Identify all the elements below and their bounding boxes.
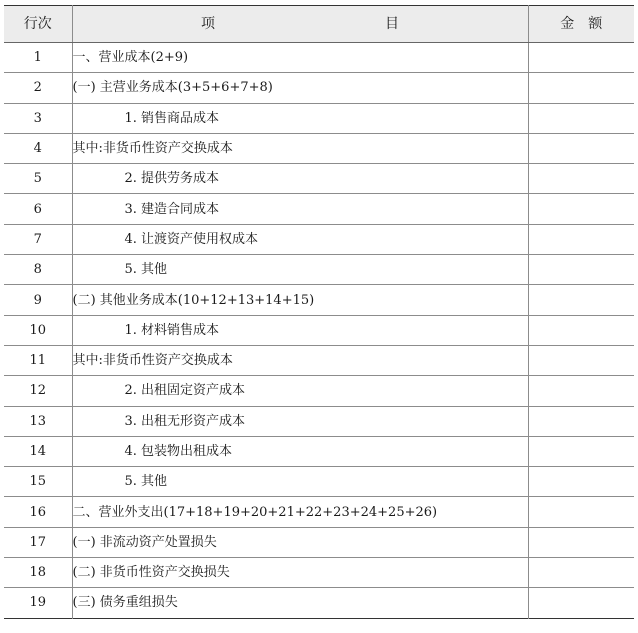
row-amount-cell[interactable]: [528, 467, 634, 497]
header-amount-char-1: 金: [560, 16, 575, 32]
row-number: 10: [4, 315, 72, 345]
row-item: 其中:非货币性资产交换成本: [72, 345, 528, 375]
row-item: 5. 其他: [72, 255, 528, 285]
header-amount: [528, 6, 634, 43]
row-number: 12: [4, 376, 72, 406]
row-amount-cell[interactable]: [528, 588, 634, 618]
row-amount-cell[interactable]: [528, 436, 634, 466]
table-row: [4, 164, 634, 194]
row-number: 7: [4, 224, 72, 254]
row-amount-cell[interactable]: [528, 255, 634, 285]
row-amount-cell[interactable]: [528, 558, 634, 588]
row-amount-cell[interactable]: [528, 376, 634, 406]
row-number: 4: [4, 133, 72, 163]
table-row: [4, 406, 634, 436]
row-number: 1: [4, 43, 72, 73]
row-number: 9: [4, 285, 72, 315]
table-row: [4, 345, 634, 375]
row-item: 2. 提供劳务成本: [72, 164, 528, 194]
header-row-number: 行次: [4, 6, 72, 43]
row-number: 11: [4, 345, 72, 375]
table-row: [4, 315, 634, 345]
row-amount-cell[interactable]: [528, 345, 634, 375]
row-item: (一) 主营业务成本(3+5+6+7+8): [72, 73, 528, 103]
row-amount-cell[interactable]: [528, 194, 634, 224]
row-item: 一、营业成本(2+9): [72, 43, 528, 73]
row-item: (二) 非货币性资产交换损失: [72, 558, 528, 588]
row-amount-cell[interactable]: [528, 315, 634, 345]
header-amount-char-2: 额: [588, 16, 603, 32]
row-item: 3. 出租无形资产成本: [72, 406, 528, 436]
row-amount-cell[interactable]: [528, 133, 634, 163]
row-amount-cell[interactable]: [528, 285, 634, 315]
row-amount-cell[interactable]: [528, 406, 634, 436]
table-row: [4, 527, 634, 557]
row-item: 其中:非货币性资产交换成本: [72, 133, 528, 163]
row-amount-cell[interactable]: [528, 103, 634, 133]
row-item: 1. 材料销售成本: [72, 315, 528, 345]
table-row: [4, 285, 634, 315]
table-row: [4, 588, 634, 618]
row-number: 2: [4, 73, 72, 103]
table-row: [4, 133, 634, 163]
table-header-row: [4, 6, 634, 43]
table-row: [4, 103, 634, 133]
table-row: [4, 224, 634, 254]
table-row: [4, 558, 634, 588]
row-item: 4. 包装物出租成本: [72, 436, 528, 466]
row-amount-cell[interactable]: [528, 164, 634, 194]
row-number: 16: [4, 497, 72, 527]
row-number: 14: [4, 436, 72, 466]
row-number: 19: [4, 588, 72, 618]
row-number: 5: [4, 164, 72, 194]
table-row: [4, 194, 634, 224]
row-amount-cell[interactable]: [528, 497, 634, 527]
table-row: [4, 497, 634, 527]
header-item-char-1: 项: [201, 16, 215, 32]
row-number: 8: [4, 255, 72, 285]
table-row: [4, 376, 634, 406]
row-number: 15: [4, 467, 72, 497]
header-item-char-2: 目: [385, 16, 399, 32]
row-item: 3. 建造合同成本: [72, 194, 528, 224]
row-item: (二) 其他业务成本(10+12+13+14+15): [72, 285, 528, 315]
row-amount-cell[interactable]: [528, 224, 634, 254]
table-row: [4, 436, 634, 466]
table-row: [4, 255, 634, 285]
row-item: 二、营业外支出(17+18+19+20+21+22+23+24+25+26): [72, 497, 528, 527]
row-amount-cell[interactable]: [528, 527, 634, 557]
row-number: 6: [4, 194, 72, 224]
row-number: 13: [4, 406, 72, 436]
header-item: [72, 6, 528, 43]
table-body: [4, 43, 634, 619]
row-amount-cell[interactable]: [528, 73, 634, 103]
table-row: [4, 467, 634, 497]
row-item: (一) 非流动资产处置损失: [72, 527, 528, 557]
cost-detail-table: [4, 5, 634, 619]
row-item: 1. 销售商品成本: [72, 103, 528, 133]
row-number: 17: [4, 527, 72, 557]
row-item: (三) 债务重组损失: [72, 588, 528, 618]
row-number: 3: [4, 103, 72, 133]
row-number: 18: [4, 558, 72, 588]
row-item: 2. 出租固定资产成本: [72, 376, 528, 406]
table-row: [4, 43, 634, 73]
table-row: [4, 73, 634, 103]
row-item: 5. 其他: [72, 467, 528, 497]
row-item: 4. 让渡资产使用权成本: [72, 224, 528, 254]
row-amount-cell[interactable]: [528, 43, 634, 73]
